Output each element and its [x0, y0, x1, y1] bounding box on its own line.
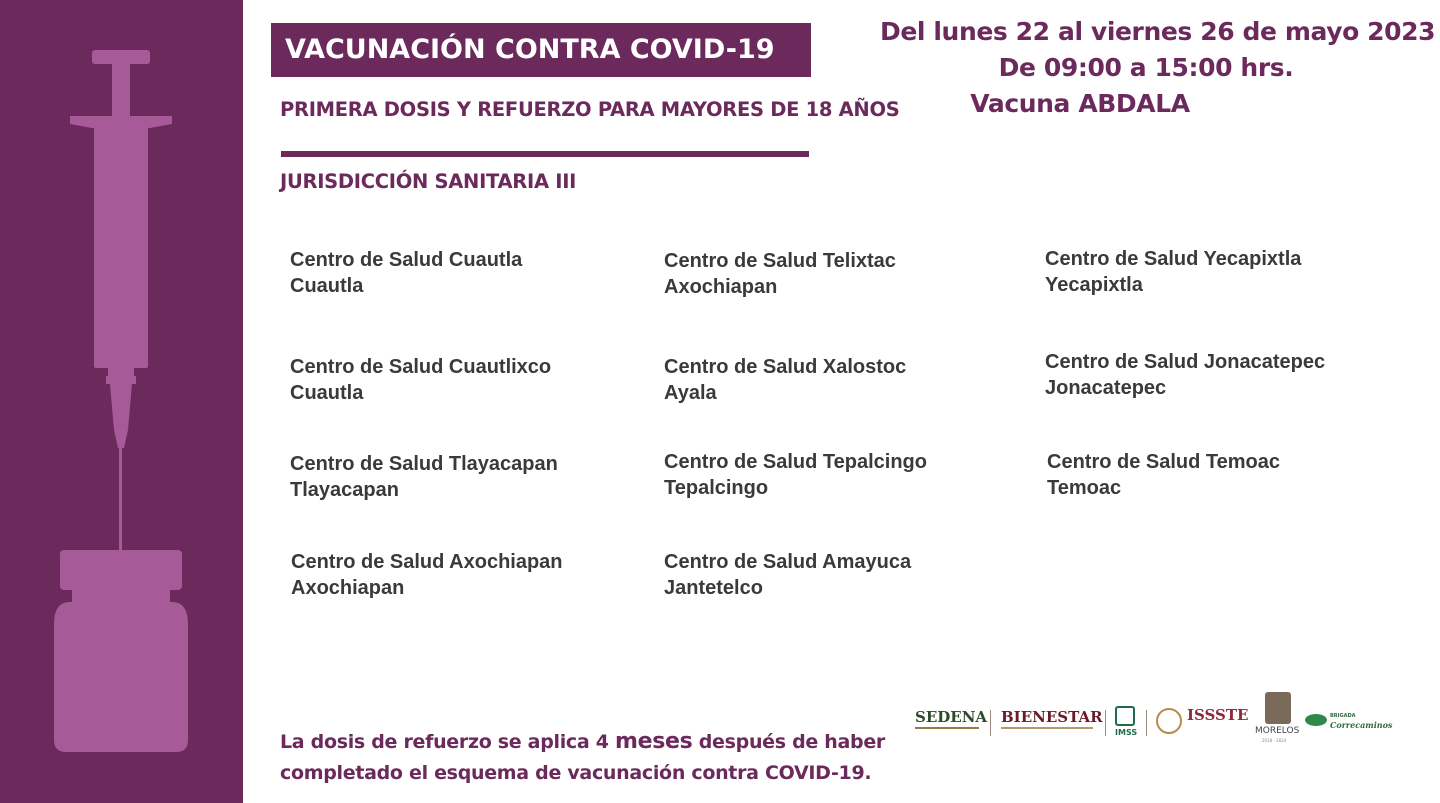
center-name: Centro de Salud Tepalcingo — [664, 451, 927, 473]
booster-note — [280, 726, 885, 789]
list-item — [290, 354, 551, 406]
list-item — [664, 449, 927, 501]
center-town: Temoac — [1047, 477, 1122, 499]
note-part1: La dosis de refuerzo se aplica 4 — [280, 731, 615, 753]
morelos-years: 2018 - 2024 — [1262, 738, 1287, 743]
syringe-icon — [70, 50, 172, 554]
schedule-info — [880, 14, 1436, 122]
issste-logo: ISSSTE — [1187, 706, 1249, 724]
issste-emblem-icon — [1156, 708, 1182, 734]
logo-separator — [1146, 710, 1147, 736]
logo-separator — [1105, 710, 1106, 736]
list-item — [290, 451, 558, 503]
booster-note-line1 — [280, 726, 885, 758]
schedule-hours: De 09:00 a 15:00 hrs. — [998, 53, 1294, 82]
schedule-dates: Del lunes 22 al viernes 26 de mayo 2023 — [880, 17, 1436, 46]
center-town: Jonacatepec — [1045, 377, 1167, 399]
sidebar-panel — [0, 0, 243, 803]
note-emphasis: meses — [614, 729, 693, 754]
center-name: Centro de Salud Temoac — [1047, 451, 1281, 473]
booster-note-line2: completado el esquema de vacunación contra COVID-19. — [280, 762, 872, 784]
page-title: VACUNACIÓN CONTRA COVID-19 — [271, 23, 811, 77]
center-name: Centro de Salud Amayuca — [664, 551, 912, 573]
brigada-label: BRIGADA — [1330, 713, 1356, 719]
center-name: Centro de Salud Telixtac — [664, 250, 896, 272]
center-name: Centro de Salud Jonacatepec — [1045, 351, 1326, 373]
center-name: Centro de Salud Tlayacapan — [290, 453, 558, 475]
imss-logo: IMSS — [1115, 728, 1138, 737]
bienestar-underline — [1001, 727, 1093, 729]
center-town: Axochiapan — [291, 577, 405, 599]
list-item — [1047, 449, 1280, 501]
center-name: Centro de Salud Cuautla — [290, 249, 523, 271]
note-part2: después de haber — [692, 731, 885, 753]
list-item — [664, 549, 911, 601]
center-name: Centro de Salud Axochiapan — [291, 551, 563, 573]
center-town: Axochiapan — [664, 276, 778, 298]
list-item — [290, 247, 522, 299]
logo-separator — [990, 710, 991, 736]
sedena-underline — [915, 727, 979, 729]
vaccine-vial-icon — [54, 550, 188, 752]
center-name: Centro de Salud Xalostoc — [664, 356, 907, 378]
center-town: Tlayacapan — [290, 479, 399, 501]
brigada-runner-icon — [1305, 714, 1327, 726]
center-town: Tepalcingo — [664, 477, 769, 499]
center-name: Centro de Salud Yecapixtla — [1045, 248, 1302, 270]
divider-line — [281, 151, 809, 157]
center-town: Yecapixtla — [1045, 274, 1143, 296]
center-town: Ayala — [664, 382, 717, 404]
sedena-logo: SEDENA — [915, 708, 988, 726]
center-town: Cuautla — [290, 382, 364, 404]
list-item — [664, 354, 906, 406]
logos-strip — [912, 690, 1392, 748]
bienestar-logo: BIENESTAR — [1001, 708, 1103, 726]
morelos-logo: MORELOS — [1255, 726, 1300, 736]
list-item — [664, 248, 896, 300]
correcaminos-label: Correcaminos — [1330, 720, 1393, 730]
list-item — [1045, 349, 1325, 401]
list-item — [291, 549, 563, 601]
center-town: Cuautla — [290, 275, 364, 297]
morelos-shield-icon — [1265, 692, 1291, 724]
vaccine-name: Vacuna ABDALA — [970, 89, 1190, 118]
center-town: Jantetelco — [664, 577, 763, 599]
center-name: Centro de Salud Cuautlixco — [290, 356, 552, 378]
syringe-vial-illustration — [0, 0, 243, 803]
list-item — [1045, 246, 1301, 298]
subtitle: PRIMERA DOSIS Y REFUERZO PARA MAYORES DE 18 AÑOS — [280, 98, 900, 121]
jurisdiction-label: JURISDICCIÓN SANITARIA III — [280, 170, 577, 193]
imss-emblem-icon — [1115, 706, 1135, 726]
